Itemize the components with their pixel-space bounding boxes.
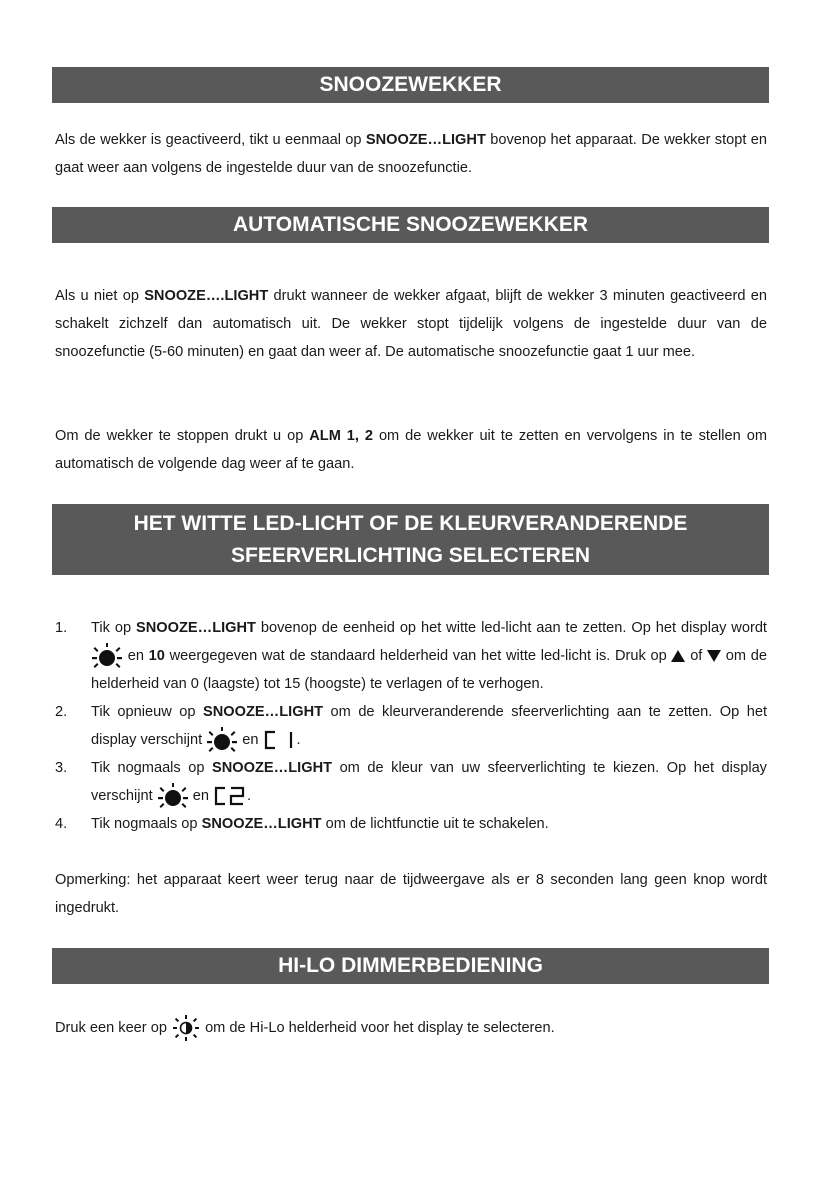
segment-c1-icon (263, 730, 297, 750)
dimmer-paragraph: Druk een keer op om de Hi-Lo helderheid voor het display te selecteren. (55, 1014, 767, 1042)
list-number: 4. (55, 816, 68, 832)
list-item-3: 3. Tik nogmaals op SNOOZE…LIGHT om de kleur van uw sfeerverlichting te kiezen. Op het display verschijnt en . (55, 754, 767, 810)
section-title-snoozewekker: SNOOZEWEKKER (52, 67, 769, 103)
list-number: 2. (55, 704, 68, 720)
section-title-line-1: HET WITTE LED-LICHT OF DE KLEURVERANDERENDE (133, 512, 688, 535)
triangle-up-icon (671, 650, 685, 662)
list-number: 3. (55, 760, 68, 776)
sun-filled-icon (91, 643, 123, 669)
note-paragraph: Opmerking: het apparaat keert weer terug naar de tijdweergave als er 8 seconden lang geen knop wordt ingedrukt. (55, 872, 767, 916)
section-title-led-licht (52, 504, 769, 575)
section-title-line-2: SFEERVERLICHTING SELECTEREN (231, 544, 590, 567)
section-title-automatische-snoozewekker: AUTOMATISCHE SNOOZEWEKKER (52, 207, 769, 243)
segment-c2-icon (213, 786, 247, 806)
list-item-4: 4. Tik nogmaals op SNOOZE…LIGHT om de lichtfunctie uit te schakelen. (55, 810, 767, 838)
sun-half-icon (171, 1015, 201, 1041)
list-number: 1. (55, 620, 68, 636)
auto-paragraph-2: Om de wekker te stoppen drukt u op ALM 1, 2 om de wekker uit te zetten en vervolgens in te stellen om automatisch de volgende dag weer af te gaan. (55, 428, 767, 472)
triangle-down-icon (707, 650, 721, 662)
auto-paragraph-1: Als u niet op SNOOZE….LIGHT drukt wanneer de wekker afgaat, blijft de wekker 3 minuten geactiveerd en schakelt zichzelf dan automatisch uit. De wekker stopt tijdelijk volgens de ingestelde duur van de snoozefunctie (5-60 minuten) en gaat dan weer af. De automatische snoozefunctie gaat 1 uur mee. (55, 288, 768, 360)
section-title-hi-lo-dimmerbediening: HI-LO DIMMERBEDIENING (52, 948, 769, 984)
sun-filled-icon (157, 783, 189, 809)
snooze-paragraph: Als de wekker is geactiveerd, tikt u eenmaal op SNOOZE…LIGHT bovenop het apparaat. De wekker stopt en gaat weer aan volgens de ingestelde duur van de snoozefunctie. (55, 132, 767, 176)
list-item-2: 2. Tik opnieuw op SNOOZE…LIGHT om de kleurveranderende sfeerverlichting aan te zetten. Op het display verschijnt en . (55, 698, 767, 754)
sun-filled-icon (206, 727, 238, 753)
list-item-1: 1. Tik op SNOOZE…LIGHT bovenop de eenheid op het witte led-licht aan te zetten. Op het display wordt en 10 weergegeven wat de standaard helderheid van het witte led-licht is. Druk op of om de helderheid van 0 (laagste) tot 15 (hoogste) te verlagen of te verhogen. (55, 614, 767, 698)
